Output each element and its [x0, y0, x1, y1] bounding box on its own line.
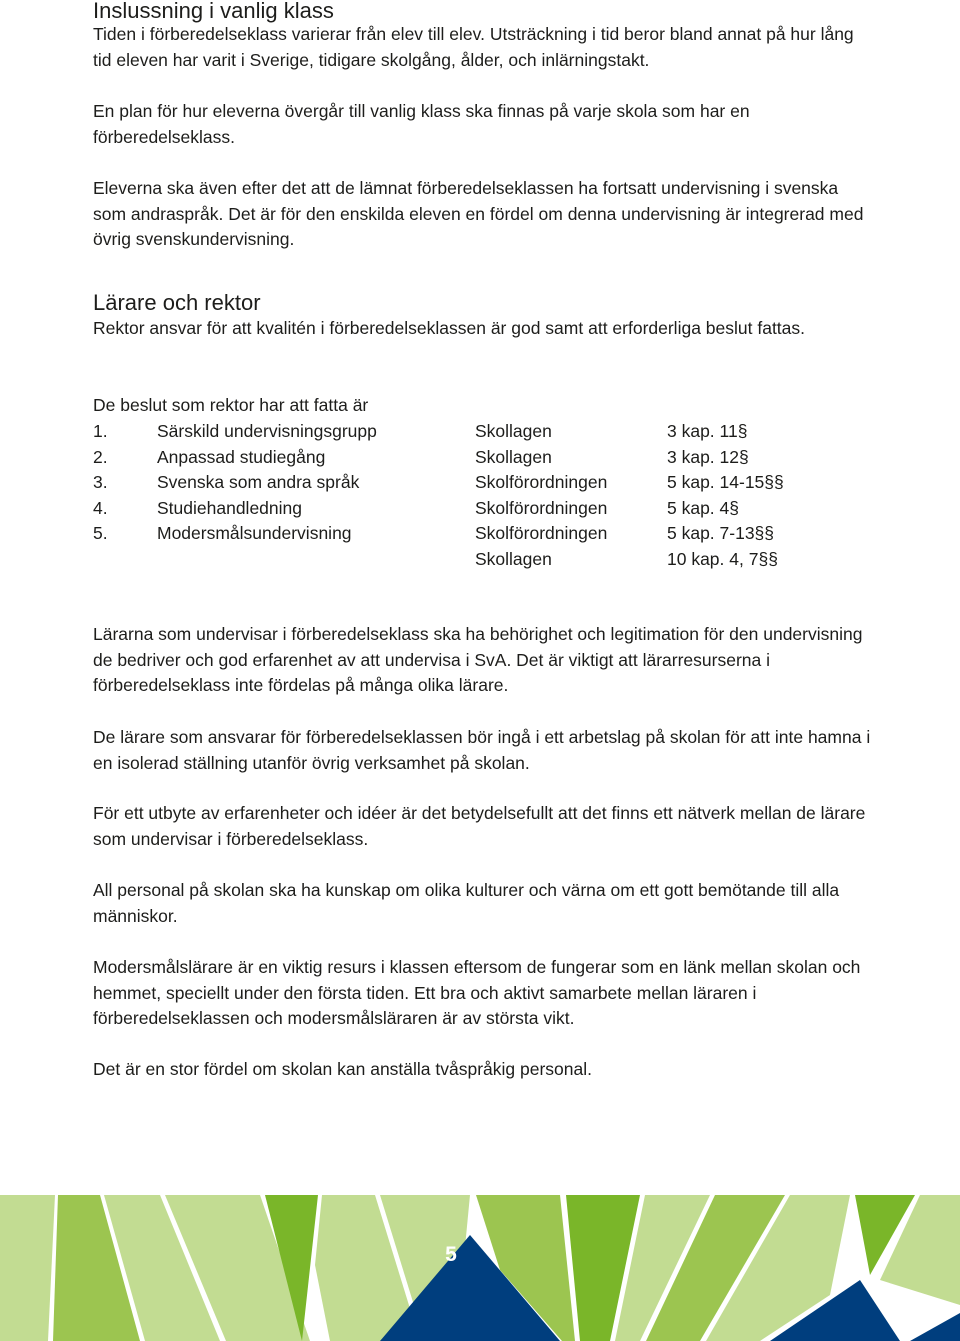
- list-item: [93, 445, 873, 471]
- list-reference: 10 kap. 4, 7§§: [667, 548, 778, 569]
- paragraph: En plan för hur eleverna övergår till vanlig klass ska finnas på varje skola som har en förberedelseklass.: [93, 101, 750, 147]
- mosaic-tile: [0, 1195, 55, 1341]
- list-item: [93, 521, 873, 547]
- paragraph: Rektor ansvar för att kvalitén i förberedelseklassen är god samt att erforderliga beslut fattas.: [93, 318, 806, 338]
- list-decision: Studiehandledning: [157, 497, 302, 518]
- section-heading-larare-rektor: Lärare och rektor: [93, 290, 261, 315]
- list-law: Skollagen: [475, 548, 552, 569]
- mosaic-tile: [910, 1313, 960, 1341]
- list-item: [93, 470, 873, 496]
- list-reference: 5 kap. 14-15§§: [667, 472, 784, 493]
- list-item: [93, 496, 873, 522]
- list-decision: Svenska som andra språk: [157, 472, 360, 493]
- list-law: Skolförordningen: [475, 497, 608, 518]
- paragraph: Lärarna som undervisar i förberedelseklass ska ha behörighet och legitimation för den undervisning de bedriver och god erfarenhet av att undervisa i SvA. Det är viktigt att lärarresurserna i förberedelseklass inte fördelas på många olika lärare.: [93, 624, 863, 696]
- list-law: Skollagen: [475, 446, 552, 467]
- list-item: [93, 547, 873, 573]
- list-number: 2.: [93, 446, 108, 467]
- list-reference: 3 kap. 11§: [667, 421, 748, 441]
- decorative-footer-mosaic: [0, 1195, 960, 1341]
- paragraph: Modersmålslärare är en viktig resurs i klassen eftersom de fungerar som en länk mellan skolan och hemmet, speciellt under den första tiden. Ett bra och aktivt samarbete mellan läraren i förberedelseklassen och modersmålsläraren är av största vikt.: [93, 957, 861, 1029]
- list-law: Skolförordningen: [475, 472, 608, 493]
- list-decision: Anpassad studiegång: [157, 446, 326, 467]
- list-law: Skolförordningen: [475, 523, 608, 544]
- paragraph: Tiden i förberedelseklass varierar från elev till elev. Utsträckning i tid beror bland annat på hur lång tid eleven har varit i Sverige, tidigare skolgång, ålder, och inlärningstakt.: [93, 24, 854, 70]
- list-number: 4.: [93, 497, 108, 518]
- paragraph: De lärare som ansvarar för förberedelseklassen bör ingå i ett arbetslag på skolan för att inte hamna i en isolerad ställning utanför övrig verksamhet på skolan.: [93, 727, 871, 773]
- paragraph: Eleverna ska även efter det att de lämnat förberedelseklassen ha fortsatt undervisning i svenska som andraspråk. Det är för den enskilda eleven en fördel om denna undervisning är integrerad med övrig svenskundervisning.: [93, 178, 864, 250]
- decision-list: [93, 419, 873, 573]
- list-decision: Särskild undervisningsgrupp: [157, 421, 377, 441]
- paragraph: Det är en stor fördel om skolan kan anställa tvåspråkig personal.: [93, 1059, 593, 1079]
- list-reference: 3 kap. 12§: [667, 446, 749, 467]
- list-number: 1.: [93, 421, 108, 441]
- section-heading-inslussning: Inslussning i vanlig klass: [93, 0, 334, 23]
- list-item: [93, 419, 873, 445]
- list-reference: 5 kap. 7-13§§: [667, 523, 775, 544]
- paragraph: All personal på skolan ska ha kunskap om olika kulturer och värna om ett gott bemötande till alla människor.: [93, 880, 840, 926]
- paragraph: För ett utbyte av erfarenheter och idéer är det betydelsefullt att det finns ett nätverk mellan de lärare som undervisar i förberedelseklass.: [93, 803, 866, 849]
- list-law: Skollagen: [475, 421, 552, 441]
- list-decision: Modersmålsundervisning: [157, 523, 352, 544]
- list-number: 5.: [93, 523, 108, 544]
- list-reference: 5 kap. 4§: [667, 497, 739, 518]
- list-number: 3.: [93, 472, 108, 493]
- page-number: 5: [445, 1243, 457, 1266]
- list-intro: De beslut som rektor har att fatta är: [93, 395, 369, 415]
